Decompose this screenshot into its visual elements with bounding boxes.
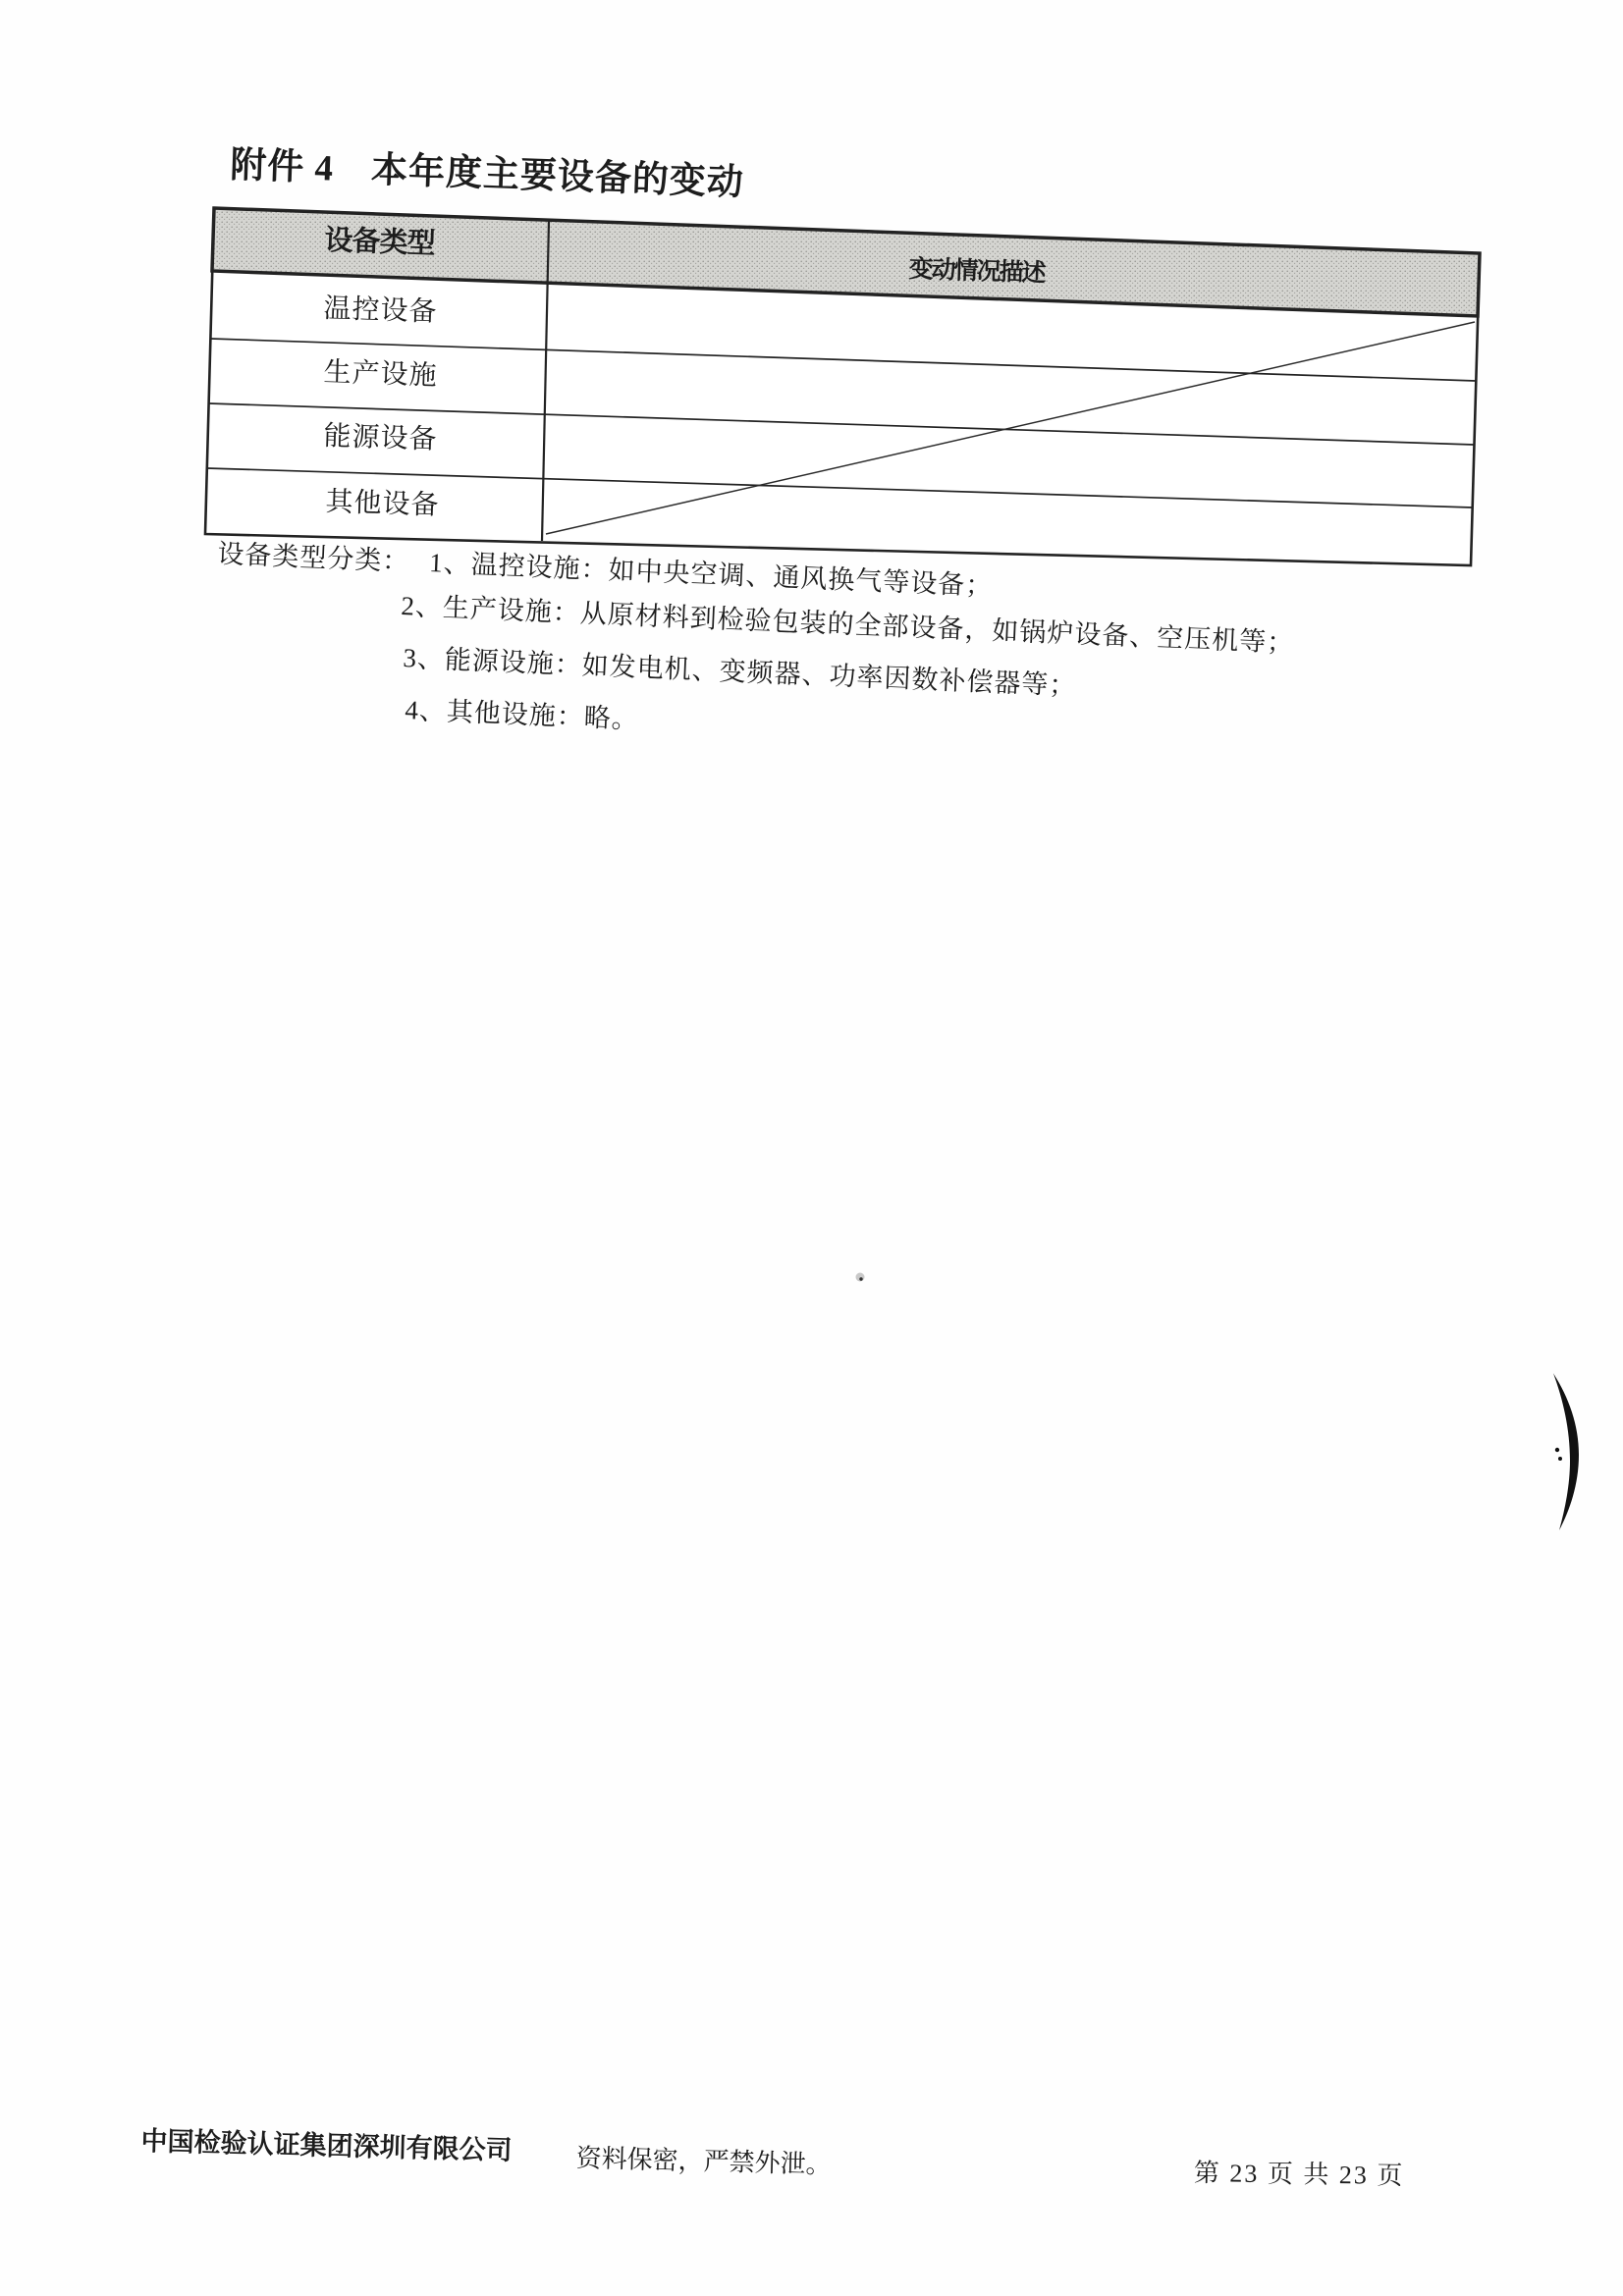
table-header-equipment-type: 设备类型 — [324, 225, 436, 260]
note-item-4: 4、其他设施：略。 — [404, 695, 640, 734]
scan-speck-core — [859, 1277, 862, 1280]
row-label-production-facilities: 生产设施 — [323, 357, 439, 392]
row-label-other-equipment: 其他设备 — [325, 487, 441, 521]
row-label-temperature-control-equipment: 温控设备 — [323, 294, 439, 328]
scan-dot-artifact-1 — [1555, 1448, 1559, 1452]
row-label-energy-equipment: 能源设备 — [323, 421, 439, 455]
footer-confidentiality-notice: 资料保密，严禁外泄。 — [575, 2144, 832, 2179]
scan-dot-artifact-2 — [1558, 1457, 1562, 1461]
footer-company-name: 中国检验认证集团深圳有限公司 — [140, 2126, 513, 2165]
note-item-3: 3、能源设施：如发电机、变频器、功率因数补偿器等； — [402, 643, 1077, 701]
note-lead-label: 设备类型分类： — [216, 539, 410, 577]
page-title: 附件 4 本年度主要设备的变动 — [229, 145, 745, 204]
table-header-change-description: 变动情况描述 — [908, 256, 1045, 288]
note-item-2: 2、生产设施：从原材料到检验包装的全部设备，如锅炉设备、空压机等； — [400, 591, 1295, 659]
note-item-1: 1、温控设施：如中央空调、通风换气等设备； — [428, 548, 994, 602]
footer-page-number: 第 23 页 共 23 页 — [1193, 2159, 1405, 2190]
